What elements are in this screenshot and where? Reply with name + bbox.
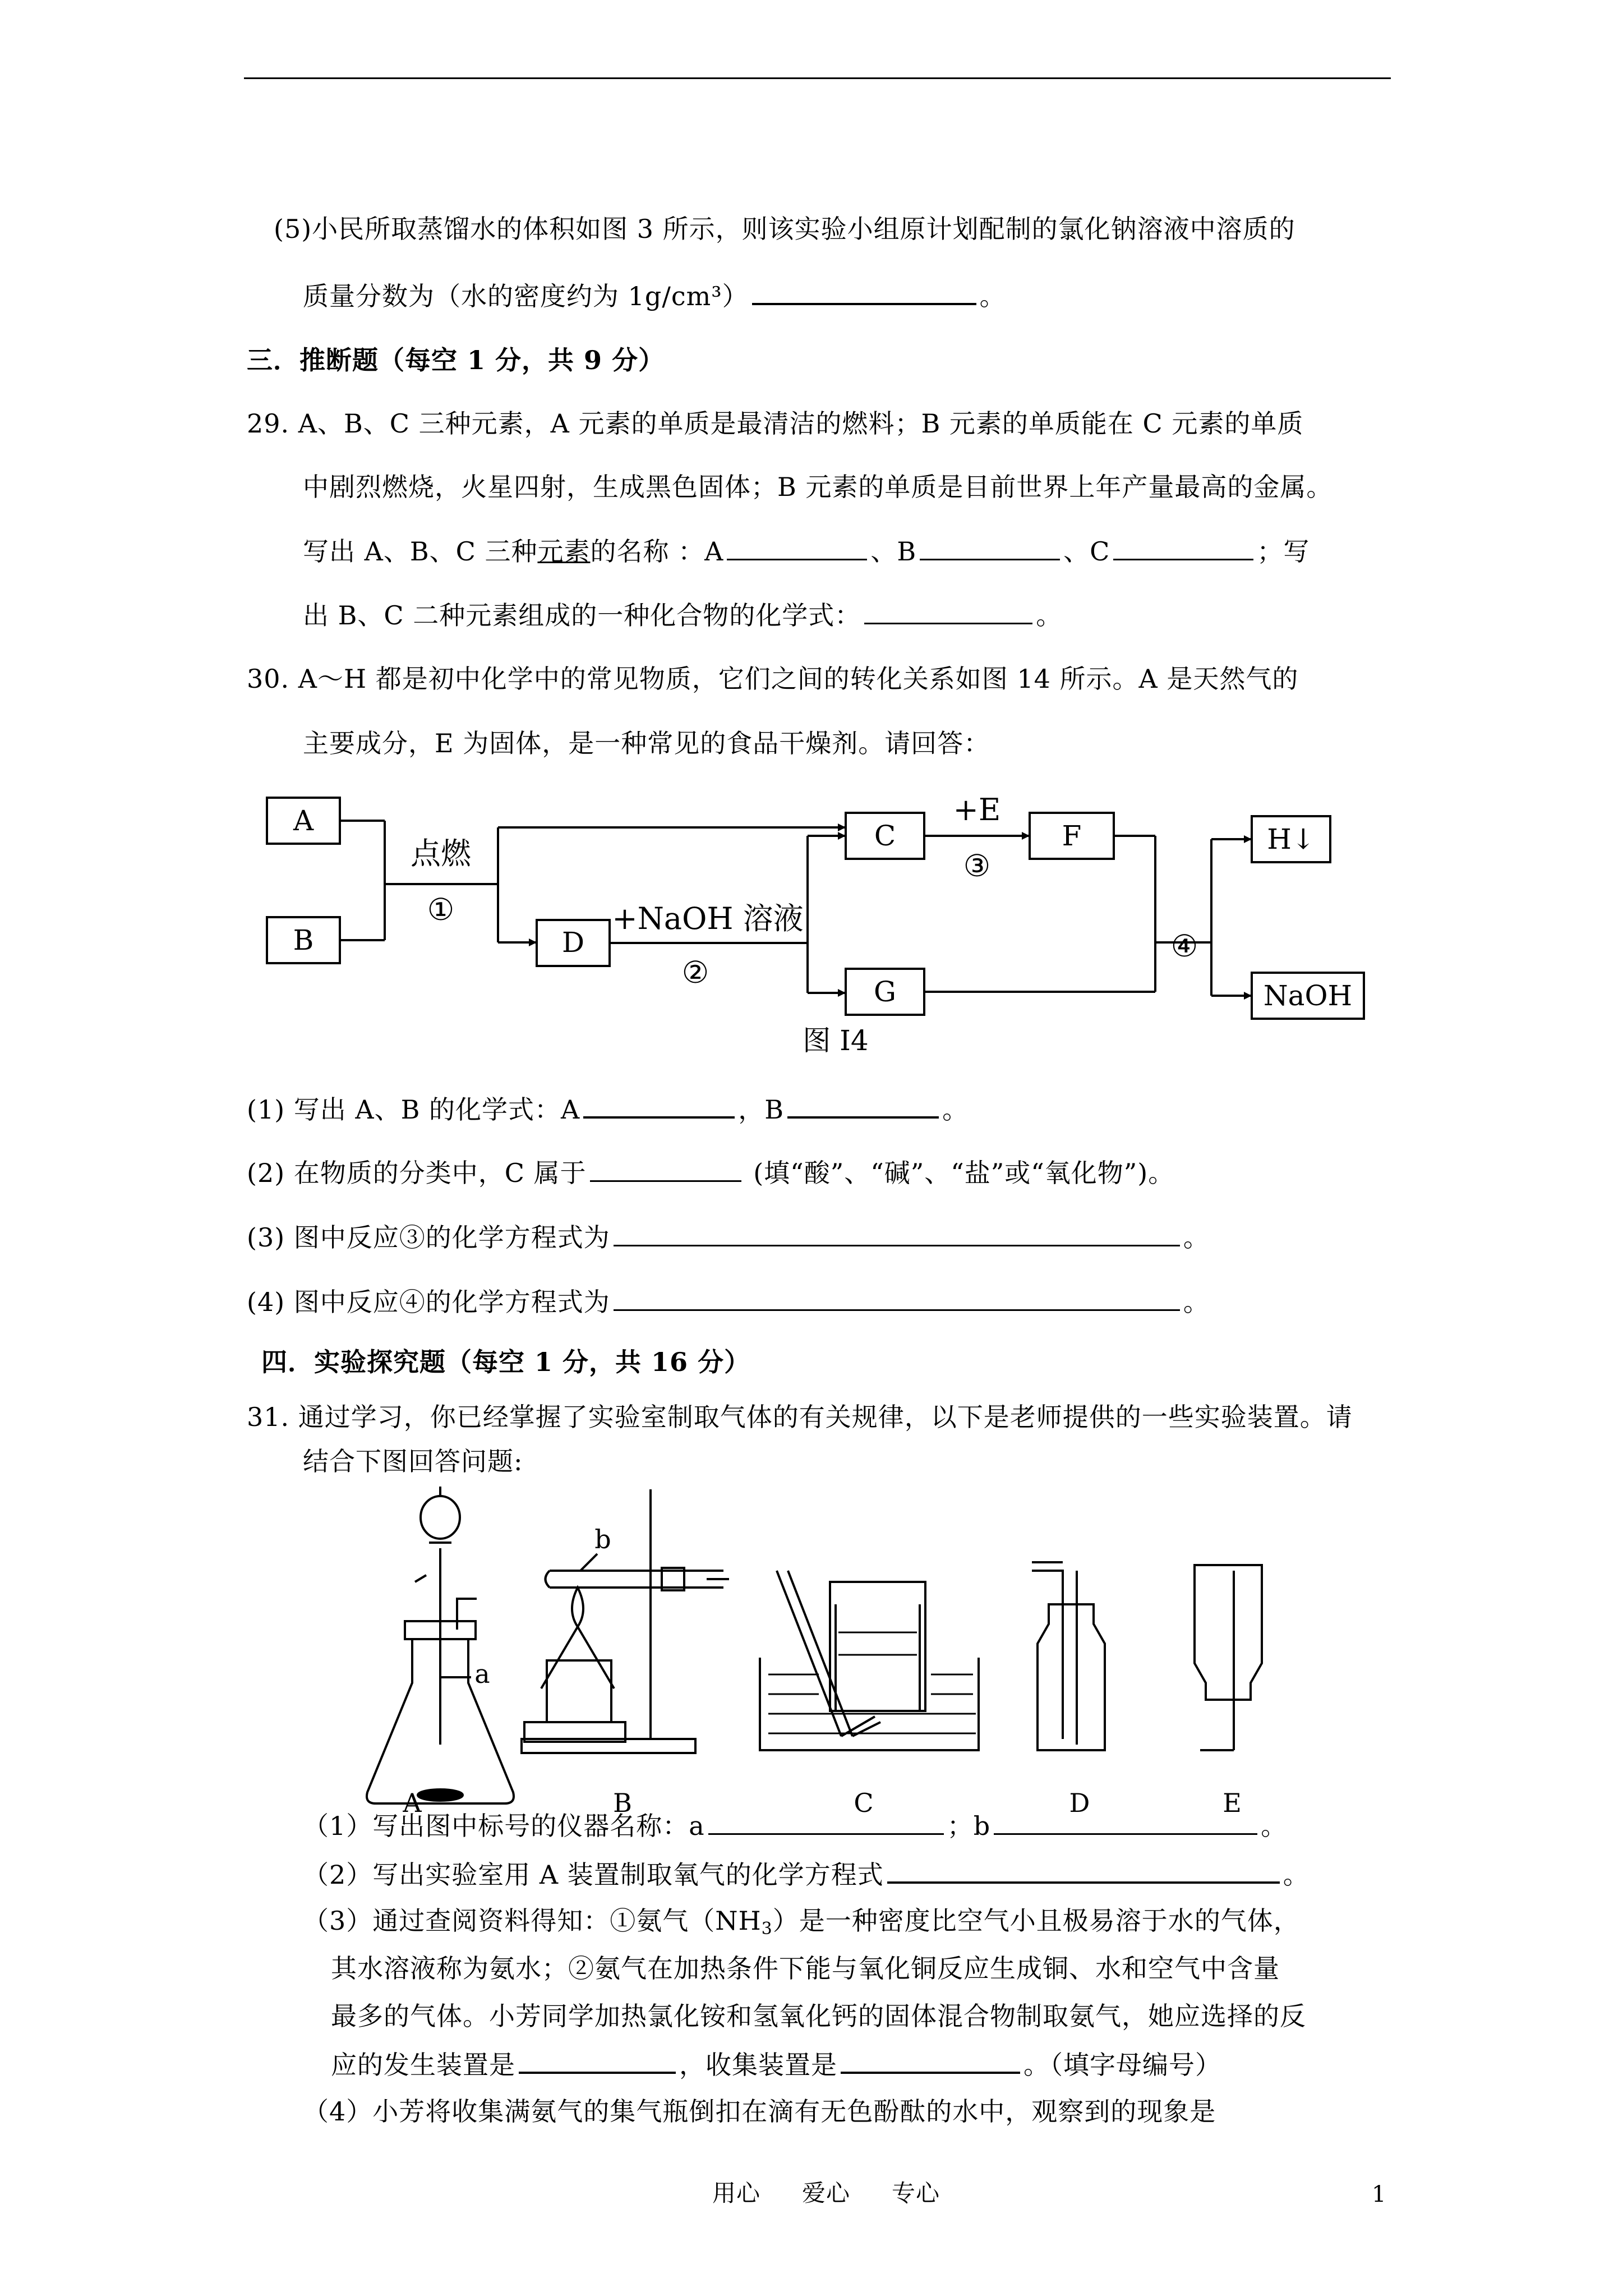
footer-motto-1: 用心	[712, 2179, 761, 2207]
footer-motto-3: 专心	[892, 2179, 940, 2207]
q31-sub1-a: （1）写出图中标号的仪器名称：a	[303, 1811, 705, 1841]
apparatus-a-flask	[367, 1487, 514, 1803]
node-label-b: B	[293, 924, 314, 956]
q30-sub1-b: ，B	[738, 1094, 785, 1125]
q28-line1: (5)小民所取蒸馏水的体积如图 3 所示，则该实验小组原计划配制的氯化钠溶液中溶质的	[274, 214, 1295, 244]
q31-sub3-l4-b: ，收集装置是	[679, 2050, 837, 2080]
edge-label-step4: ④	[1170, 928, 1198, 964]
q29-line4-text: 出 B、C 二种元素组成的一种化合物的化学式：	[303, 600, 861, 631]
q31-sub3-line4	[331, 2047, 1221, 2082]
q29-line3-b: 的名称 ：A	[590, 536, 724, 567]
node-label-a: A	[293, 804, 314, 837]
q28-end: 。	[979, 281, 1006, 311]
answer-blank-q31-a[interactable]	[708, 1809, 944, 1835]
node-label-g: G	[874, 976, 896, 1008]
q31-sub3-subscript: 3	[761, 1919, 773, 1939]
q31-sub4: （4）小芳将收集满氨气的集气瓶倒扣在滴有无色酚酞的水中，观察到的现象是	[303, 2096, 1216, 2127]
q31-sub2-end: 。	[1283, 1860, 1310, 1890]
apparatus-c-water-trough	[760, 1571, 979, 1750]
q30-sub2-a: (2) 在物质的分类中，C 属于	[247, 1158, 587, 1188]
q31-sub1	[303, 1809, 1287, 1843]
page-number: 1	[1372, 2182, 1387, 2207]
q29-line1: 29. A、B、C 三种元素，A 元素的单质是最清洁的燃料；B 元素的单质能在 C 元素的单质	[247, 408, 1304, 439]
apparatus-caption-b: B	[613, 1788, 632, 1818]
edge-label-naoh-solution: +NaOH 溶液	[612, 901, 804, 936]
q31-sub3-line2: 其水溶液称为氨水；②氨气在加热条件下能与氧化铜反应生成铜、水和空气中含量	[331, 1953, 1280, 1984]
q31-sub3-l4-a: 应的发生装置是	[331, 2050, 515, 2080]
edge-label-step2: ②	[681, 955, 709, 990]
q30-sub1-a: (1) 写出 A、B 的化学式：A	[247, 1094, 580, 1125]
apparatus-caption-d: D	[1069, 1788, 1090, 1818]
q28-line2-text: 质量分数为（水的密度约为 1g/cm³）	[303, 281, 749, 311]
answer-blank-q31-b[interactable]	[994, 1809, 1257, 1835]
q31-line2: 结合下图回答问题:	[303, 1446, 523, 1476]
q29-line2: 中剧烈燃烧，火星四射，生成黑色固体；B 元素的单质是目前世界上年产量最高的金属。	[303, 472, 1333, 502]
q30-sub4-text: (4) 图中反应④的化学方程式为	[247, 1287, 610, 1317]
q30-line1: 30. A～H 都是初中化学中的常见物质，它们之间的转化关系如图 14 所示。A 是天然气的	[247, 664, 1299, 694]
q29-line3-a: 写出 A、B、C 三种	[303, 536, 538, 567]
node-label-naoh: NaOH	[1263, 979, 1353, 1012]
node-label-d: D	[561, 926, 585, 959]
section4-title: 四．实验探究题（每空 1 分，共 16 分）	[261, 1347, 751, 1377]
q31-sub2-text: （2）写出实验室用 A 装置制取氧气的化学方程式	[303, 1860, 884, 1890]
apparatus-caption-c: C	[854, 1788, 874, 1818]
apparatus-e-inverted-bottle	[1195, 1565, 1262, 1750]
q31-sub1-end: 。	[1261, 1811, 1288, 1841]
apparatus-label-a-small: a	[474, 1659, 490, 1689]
q30-line2: 主要成分，E 为固体，是一种常见的食品干燥剂。请回答：	[303, 728, 990, 758]
q29-line4-end: 。	[1036, 600, 1063, 631]
q29-sep-c: 、C	[1063, 536, 1110, 567]
q31-sub3-line1	[303, 1904, 1300, 1946]
q30-sub2-b: (填“酸”、“碱”、“盐”或“氧化物”)。	[744, 1158, 1175, 1188]
q31-sub3-l4-end: 。（填字母编号）	[1023, 2050, 1221, 2080]
q30-sub4-end: 。	[1183, 1287, 1210, 1317]
q30-sub3-text: (3) 图中反应③的化学方程式为	[247, 1222, 610, 1253]
q29-sep-b: 、B	[870, 536, 917, 567]
q29-underlined-word: 元素	[537, 536, 591, 567]
q30-sub3-end: 。	[1183, 1222, 1210, 1253]
node-label-h: H↓	[1267, 823, 1315, 855]
answer-blank-q31-collector[interactable]	[841, 2047, 1020, 2074]
q31-sub2	[303, 1857, 1310, 1892]
apparatus-caption-a: A	[403, 1788, 422, 1818]
q31-sub1-b: ；b	[947, 1811, 991, 1841]
apparatus-b-heating-setup	[522, 1489, 729, 1753]
q31-sub3-l1-b: ）是一种密度比空气小且极易溶于水的气体，	[772, 1906, 1300, 1936]
apparatus-d-upright-bottle	[1032, 1562, 1105, 1750]
q30-sub1-end: 。	[942, 1094, 969, 1125]
figure-caption-14: 图 I4	[803, 1024, 869, 1057]
edge-label-step3: ③	[963, 848, 991, 884]
edge-label-step1: ①	[427, 892, 455, 927]
answer-blank-q31-equation[interactable]	[887, 1857, 1280, 1884]
node-label-f: F	[1062, 820, 1082, 852]
section3-title: 三．推断题（每空 1 分，共 9 分）	[247, 345, 665, 375]
answer-blank-q31-generator[interactable]	[519, 2047, 676, 2074]
q31-sub3-l1-a: （3）通过查阅资料得知：①氨气（NH	[303, 1906, 762, 1936]
q31-sub3-line3: 最多的气体。小芳同学加热氯化铵和氢氧化钙的固体混合物制取氨气，她应选择的反	[331, 2001, 1306, 2031]
edge-label-plus-e: +E	[953, 792, 1001, 827]
q29-line3-end: ；写	[1257, 536, 1310, 567]
edge-label-ignite: 点燃	[411, 836, 471, 871]
footer-motto-2: 爱心	[802, 2179, 851, 2207]
apparatus-label-b-small: b	[594, 1524, 611, 1554]
q31-line1: 31. 通过学习，你已经掌握了实验室制取气体的有关规律，以下是老师提供的一些实验装置。请	[247, 1402, 1353, 1432]
node-label-c: C	[874, 820, 896, 852]
apparatus-caption-e: E	[1223, 1788, 1242, 1818]
